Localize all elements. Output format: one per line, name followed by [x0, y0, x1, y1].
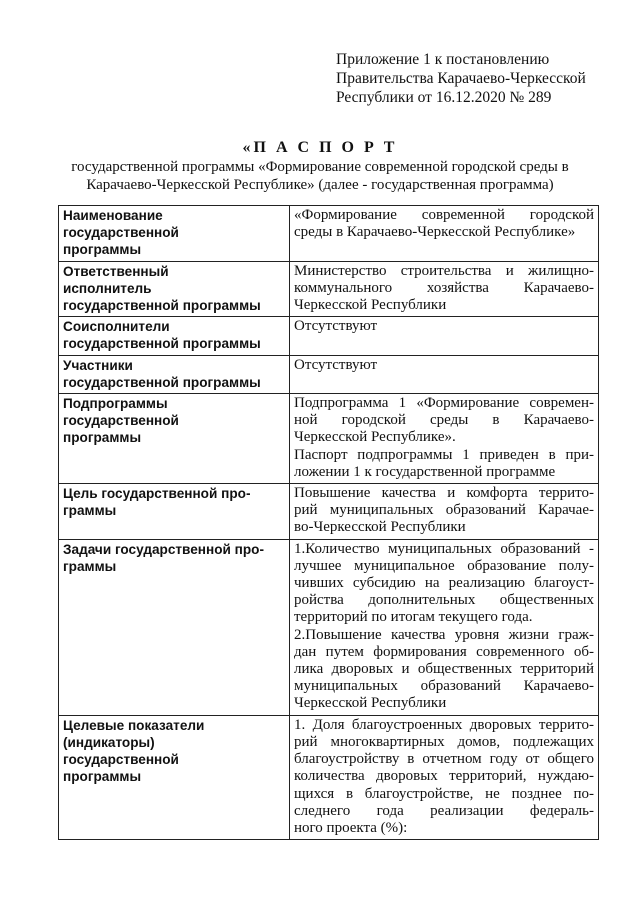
row-label-line: Участники: [63, 357, 133, 373]
row-label-line: Целевые показатели: [63, 717, 205, 733]
passport-row: [59, 484, 599, 540]
row-value-cell: [290, 715, 599, 839]
row-label-cell: [59, 484, 290, 540]
row-label-line: граммы: [63, 558, 117, 574]
row-value-line: чивших субсидию на реализацию благоуст-: [294, 575, 594, 592]
row-value-cell: [290, 261, 599, 317]
appendix-header: [336, 50, 586, 107]
row-value-line: ной городской среды в Карачаево-: [294, 412, 594, 429]
passport-row: [59, 394, 599, 484]
row-value-cell: [290, 484, 599, 540]
row-label-line: программы: [63, 430, 142, 446]
row-label-line: программы: [63, 769, 142, 785]
row-value-line: Черкесской Республики: [294, 297, 447, 314]
row-value-line: лика дворовых и общественных территорий: [294, 661, 594, 678]
passport-row: [59, 539, 599, 715]
appendix-line-2: Правительства Карачаево-Черкесской: [336, 70, 586, 87]
row-label-line: государственной: [63, 413, 179, 429]
row-value-cell: [290, 394, 599, 484]
row-value-line: щихся в благоустройстве, не позднее по-: [294, 785, 594, 802]
row-label-cell: [59, 317, 290, 355]
row-value-line: Паспорт подпрограммы 1 приведен в при-: [294, 446, 594, 463]
passport-row: [59, 206, 599, 262]
row-value-line: лучшее муниципальное образование полу-: [294, 557, 594, 574]
row-value-line: следнего года реализации федераль-: [294, 802, 594, 819]
row-value-line: территорий по итогам текущего года.: [294, 609, 533, 626]
row-value-line: 2.Повышение качества уровня жизни граж-: [294, 626, 594, 643]
row-label-line: Цель государственной про-: [63, 486, 251, 502]
row-value-line: ложении 1 к государственной программе: [294, 463, 556, 480]
row-value-cell: [290, 317, 599, 355]
row-value-line: ного проекта (%):: [294, 819, 408, 836]
row-label-line: исполнитель: [63, 280, 152, 296]
row-value-line: Министерство строительства и жилищно-: [294, 262, 594, 279]
row-value-line: рий многоквартирных домов, подлежащих: [294, 733, 594, 750]
row-value-cell: [290, 539, 599, 715]
row-value-line: Повышение качества и комфорта террито-: [294, 485, 594, 502]
row-label-line: (индикаторы): [63, 734, 155, 750]
row-value-line: муниципальных образований Карачаево-: [294, 678, 594, 695]
appendix-line-3: Республики от 16.12.2020 № 289: [336, 89, 552, 106]
row-value-line: Черкесской Республики: [294, 695, 447, 712]
row-label-cell: [59, 261, 290, 317]
row-value-line: Черкесской Республике».: [294, 429, 456, 446]
passport-table-body: [59, 206, 599, 840]
passport-row: [59, 317, 599, 355]
row-label-line: граммы: [63, 503, 117, 519]
row-value-cell: [290, 355, 599, 393]
row-label-line: программы: [63, 242, 142, 258]
row-value-line: во-Черкесской Республики: [294, 519, 466, 536]
passport-row: [59, 261, 599, 317]
appendix-line-1: Приложение 1 к постановлению: [336, 51, 550, 68]
row-label-line: государственной: [63, 752, 179, 768]
row-label-line: государственной программы: [63, 298, 261, 314]
row-value-line: среды в Карачаево-Черкесской Республике»: [294, 224, 576, 241]
row-label-line: государственной программы: [63, 374, 261, 390]
subtitle-line-1: государственной программы «Формирование современной городской среды в: [71, 159, 569, 175]
row-label-cell: [59, 715, 290, 839]
row-label-line: Наименование: [63, 208, 163, 223]
row-value-line: количества дворовых территорий, нуждаю-: [294, 768, 594, 785]
row-label-cell: [59, 394, 290, 484]
row-value-line: Отсутствуют: [294, 318, 378, 335]
row-value-line: рий муниципальных образований Карачае-: [294, 502, 594, 519]
passport-table: [58, 205, 599, 840]
row-value-line: благоустройству в отчетном году от общего: [294, 751, 594, 768]
subtitle-line-2: Карачаево-Черкесской Республике» (далее - государственная программа): [86, 177, 554, 193]
row-value-line: ройства дополнительных общественных: [294, 592, 594, 609]
row-value-line: дан путем формирования современного об-: [294, 643, 594, 660]
row-value-line: коммунального хозяйства Карачаево-: [294, 279, 594, 296]
row-label-line: Подпрограммы: [63, 396, 168, 412]
row-value-line: 1. Доля благоустроенных дворовых террито-: [294, 716, 594, 733]
row-label-line: Задачи государственной про-: [63, 541, 264, 557]
row-label-line: государственной: [63, 225, 179, 241]
row-value-line: Отсутствуют: [294, 356, 378, 373]
row-value-line: Подпрограмма 1 «Формирование современ-: [294, 395, 594, 412]
row-label-line: государственной программы: [63, 336, 261, 352]
row-value-line: «Формирование современной городской: [294, 207, 594, 223]
row-label-cell: [59, 539, 290, 715]
row-label-line: Соисполнители: [63, 319, 170, 335]
row-label-line: Ответственный: [63, 263, 169, 279]
document-title: «П А С П О Р Т: [242, 139, 398, 156]
row-label-cell: [59, 206, 290, 262]
passport-row: [59, 355, 599, 393]
row-value-line: 1.Количество муниципальных образований -: [294, 540, 594, 557]
document-subtitle: [40, 158, 600, 194]
row-value-cell: [290, 206, 599, 262]
row-label-cell: [59, 355, 290, 393]
passport-row: [59, 715, 599, 839]
